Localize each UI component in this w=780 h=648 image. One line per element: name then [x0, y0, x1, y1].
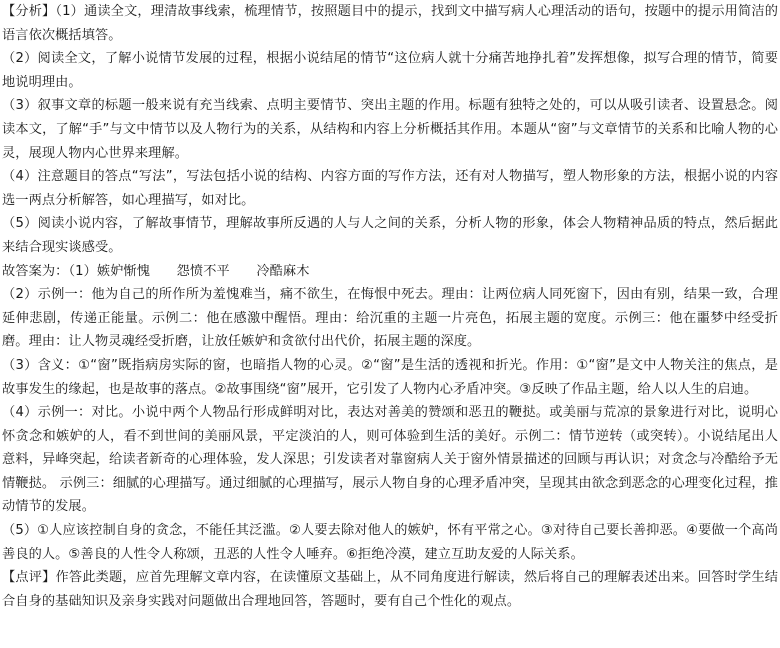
answer-1-paragraph [0, 260, 780, 284]
analysis-point-5-paragraph [0, 212, 780, 259]
answer-3: （3）含义：①“窗”既指病房实际的窗，也暗指人物的心灵。②“窗”是生活的透视和折光。作用：①“窗”是文中人物关注的焦点，是故事发生的缘起，也是故事的落点。②故事围绕“窗”展开，它引发了人物内心矛盾冲突。③反映了作品主题，给人以人生的启迪。 [2, 357, 778, 397]
comment-tag: 【点评】 [2, 570, 56, 586]
analysis-intro-paragraph [0, 0, 780, 47]
analysis-point-4-paragraph [0, 165, 780, 212]
answer-2: （2）示例一：他为自己的所作所为羞愧难当，痛不欲生，在悔恨中死去。理由：让两位病人同死窗下，因由有别，结果一致，合理延伸悲剧，传递正能量。示例二：他在感激中醒悟。理由：给沉重的主题一片亮色，拓展主题的宽度。示例三：他在噩梦中经受折磨。理由：让人物灵魂经受折磨，让放任嫉妒和贪欲付出代价，拓展主题的深度。 [2, 287, 778, 350]
answer-3-paragraph [0, 354, 780, 401]
analysis-point-4: （4）注意题目的答点“写法”，写法包括小说的结构、内容方面的写作方法，还有对人物描写，塑人物形象的方法，根据小说的内容选一两点分析解答，如心理描写，如对比。 [2, 169, 778, 208]
analysis-point-3: （3）叙事文章的标题一般来说有充当线索、点明主要情节、突出主题的作用。标题有独特之处的，可以从吸引读者、设置悬念。阅读本文，了解“手”与文中情节以及人物行为的关系，从结构和内容上分析概括其作用。本题从“窗”与文章情节的关系和比喻人物的心灵，展现人物内心世界来理解。 [2, 98, 778, 161]
analysis-point-2-paragraph [0, 47, 780, 94]
analysis-tag: 【分析】 [2, 4, 56, 19]
answer-4-paragraph [0, 401, 780, 519]
comment-paragraph [0, 566, 780, 613]
answer-4: （4）示例一：对比。小说中两个人物品行形成鲜明对比，表达对善美的赞颂和恶丑的鞭挞。或美丽与荒凉的景象进行对比，说明心怀贪念和嫉妒的人，看不到世间的美丽风景，平定淡泊的人，则可体验到生活的美好。示例二：情节逆转（或突转）。小说结尾出人意料，异峰突起，给读者新奇的心理体验，发人深思；引发读者对靠窗病人关于窗外情景描述的回顾与再认识；对贪念与冷酷给予无情鞭挞。 示例三：细腻的心理描写。通过细腻的心理描写，展示人物自身的心理矛盾冲突，呈现其由欲念到恶念的心理变化过程，推动情节的发展。 [2, 405, 778, 515]
analysis-point-2: （2）阅读全文，了解小说情节发展的过程，根据小说结尾的情节“这位病人就十分痛苦地挣扎着”发挥想像，拟写合理的情节，简要地说明理由。 [2, 51, 778, 90]
answer-1: 故答案为：（1）嫉妒惭愧 怨愤不平 冷酷麻木 [2, 263, 310, 279]
answer-5-paragraph [0, 519, 780, 566]
analysis-point-1: （1）通读全文，理清故事线索，梳理情节，按照题目中的提示，找到文中描写病人心理活动的语句，按题中的提示用简洁的语言依次概括填答。 [2, 4, 778, 43]
analysis-point-5: （5）阅读小说内容，了解故事情节，理解故事所反遇的人与人之间的关系，分析人物的形象，体会人物精神品质的特点，然后据此来结合现实谈感受。 [2, 216, 778, 255]
comment-text: 作答此类题，应首先理解文章内容，在读懂原文基础上，从不同角度进行解读，然后将自己的理解表述出来。回答时学生结合自身的基础知识及亲身实践对问题做出合理地回答，答题时，要有自己个性化的观点。 [2, 570, 778, 609]
answer-2-paragraph [0, 283, 780, 354]
analysis-point-3-paragraph [0, 94, 780, 165]
answer-5: （5）①人应该控制自身的贪念，不能任其泛滥。②人要去除对他人的嫉妒，怀有平常之心。③对待自己要长善抑恶。④要做一个高尚善良的人。⑤善良的人性令人称颂，丑恶的人性令人唾弃。⑥拒绝冷漠，建立互助友爱的人际关系。 [2, 523, 778, 562]
